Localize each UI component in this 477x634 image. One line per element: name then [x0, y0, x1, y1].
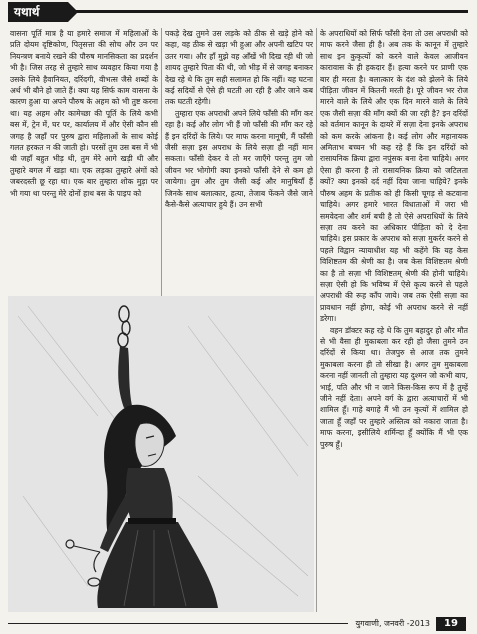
footer-rule: [8, 623, 348, 624]
publication-info: युगवाणी, जनवरी -2013: [355, 619, 430, 628]
chained-woman-sketch: [8, 296, 314, 612]
article-column-1: [10, 28, 158, 307]
column-2-paragraph: तुम्हारा एक अपराधी अपने लिये फाँसी की माँग कर रहा है। कई और लोग भी हैं जो फाँसी की माँग कर रहे हैं इन दरिंदों के लिये। पर माफ करना मानूषी, मैं फाँसी जैसी सज़ा इस अपराध के लिये सज़ा ही नहीं मान सकता। फाँसी देकर वे तो मर जाएँगे परन्तु तुम जो जीवन भर भोगोगी क्या इनको फाँसी देने से कम हो जायेगा। तुम और तुम जैसी कई और मानुषियाँ हैं जिनके साथ बलात्कार, हत्या, तेजाब फेंकने जैसे जाने कैसे-कैसे अत्याचार हुये हैं। उन सभी: [165, 108, 313, 210]
column-3-paragraph: के अपराधियों को सिर्फ फाँसी देना तो उस अपराधी को माफ करने जैसा ही है। अब तक के कानून में तुम्हारे साथ इन कुकृत्यों को करने वाले केवल आजीवन कारावास के ही हकदार हैं। हत्या करने पर प्राणी एक बार ही मरता है। बलात्कार के दंश को झेलने के लिये पीड़िता जीवन में कितनी मरती है। पूरे जीवन भर रोज मारने वाले के लिये और एक दिन मारने वाले के लिये एक जैसी सज़ा की माँग क्यों की जा रही है? इन दरिंदों को वर्तमान कानून के दायरे में सज़ा देना इनके अपराध को कम करके आंकना है। कई लोग और महानायक अमिताभ बच्चन भी कह रहे हैं कि इन दरिंदों को रासायनिक क्रिया द्वारा नपुंसक बना देना चाहिये। अगर ऐसा ही करना है तो रासायनिक क्रिया को जटिलता क्यों? क्या इनको दर्द नहीं दिया जाना चाहिये? इनके पौरुष अहम के प्रतीक को ही किसी चूगड़ से कटवाना चाहिये। अगर हमारे भारत विधाताओं में जरा भी समवेदना और शर्म बची है तो ऐसे अपराधियों के लिये सज़ा तय करने का अधिकार पीड़िता को दे देना चाहिये। इस प्रकार के अपराध को सज़ा मुकर्रर करने से पहले विद्वान न्यायाधीश यह भी कहेंगे कि यह केस विशिष्टतम की श्रेणी का है। जब केस विशिष्टतम श्रेणी का है तो सज़ा भी विशिष्टतम् श्रेणी की होनी चाहिये। सज़ा ऐसी हो कि भविष्य में ऐसे कृत्य करने से पहले अपराधी की रूह काँप जाये। जब तक ऐसी सज़ा का प्रावधान नहीं होगा, कोई भी अपराध करने से नहीं डरेगा।: [320, 29, 468, 324]
column-divider: [316, 28, 317, 612]
article-column-2: [165, 28, 313, 307]
section-tag: यथार्थ: [8, 2, 68, 22]
page-number: 19: [436, 617, 466, 631]
column-1-paragraph: वासना पूर्ति मात्र है या हमारे समाज में महिलाओं के प्रति दोयम दृष्टिकोण, पितृसत्ता की सोच और उन पर नियन्त्रण बनाये रखने की पौरुष मानसिकता का प्रदर्शन भी है। जिस तरह से तुम्हारे साथ व्यवहार किया गया है उसके लिये हैवानियत, दरिंदगी, वीभत्स जैसे शब्दों के अर्थ भी बौने हो जाते हैं। क्या यह सिर्फ काम वासना के कारण हुआ या अपने पौरुष के अहम को भी तुष्ट करना था। यह अहम और कामेच्छा की पूर्ति के लिये कभी बस में, ट्रेन में, घर पर, कार्यालय में और ऐसी कौन सी जगह है जहाँ पर पुरुष द्वारा महिलाओं के साथ कोई गलत हरकत न की जाती हो। परसों तुम उस बस में भी थी जहाँ बहुत भीड़ थी, तुम मेरे आगे खड़ी थी और तुम्हारे बगल में खड़ा था। एक लड़का तुम्हारे अंगों को जबरदस्ती छू रहा था। एक बार तुम्हारा शोक मुड़ा पर भी गया था परन्तु मेरे दोनों हाथ बस के पाइप को: [10, 29, 158, 198]
column-3-paragraph: वहन डॉक्टर कह रहे थे कि तुम बहादुर हो और मौत से भी वैसा ही मुकाबला कर रही हो जैसा तुमने उन दरिंदों से किया था। तेजपुरु से आज तक तुमने मुकाबला करना ही तो सीखा है। अगर तुम मुकाबला करना नहीं जानती तो तुम्हारा यह दुश्मन जो कभी बाप, भाई, पति और भी न जाने किस-किस रूप में है तुम्हें जीने नहीं देता। अपने वर्ग के द्वारा अत्याचारों में भी शामिल हूँ। गाहे बगाहे मैं भी उन कृत्यों में शामिल हो जाता हूँ जहाँ पर तुम्हारे अस्तित्व को नकारा जाता है। माफ करना, इसीलिये शर्मिन्दा हूँ क्योंकि मैं भी एक पुरुष हूँ।: [320, 325, 468, 449]
column-divider: [161, 28, 162, 298]
column-2-paragraph: पकड़े देख तुमने उस लड़के को ठीक से खड़े होने को कहा, वह ठीक से खड़ा भी हुआ और अपनी खटिप पर उतर गया। और हाँ मुझे वह आँखें भी दिख रही थी जो शायद तुम्हारे पिता की थी, जो भीड़ में से जगह बनाकर देख रहे थे कि तुम सही सलामत हो कि नहीं। यह घटना कई सदियों से ऐसे ही घटती आ रही है और जाने कब तक घटती रहेगी।: [165, 29, 313, 107]
header-rule: [70, 10, 468, 13]
page-footer: [0, 617, 477, 634]
article-illustration: [8, 296, 314, 612]
article-column-3: [320, 28, 468, 614]
